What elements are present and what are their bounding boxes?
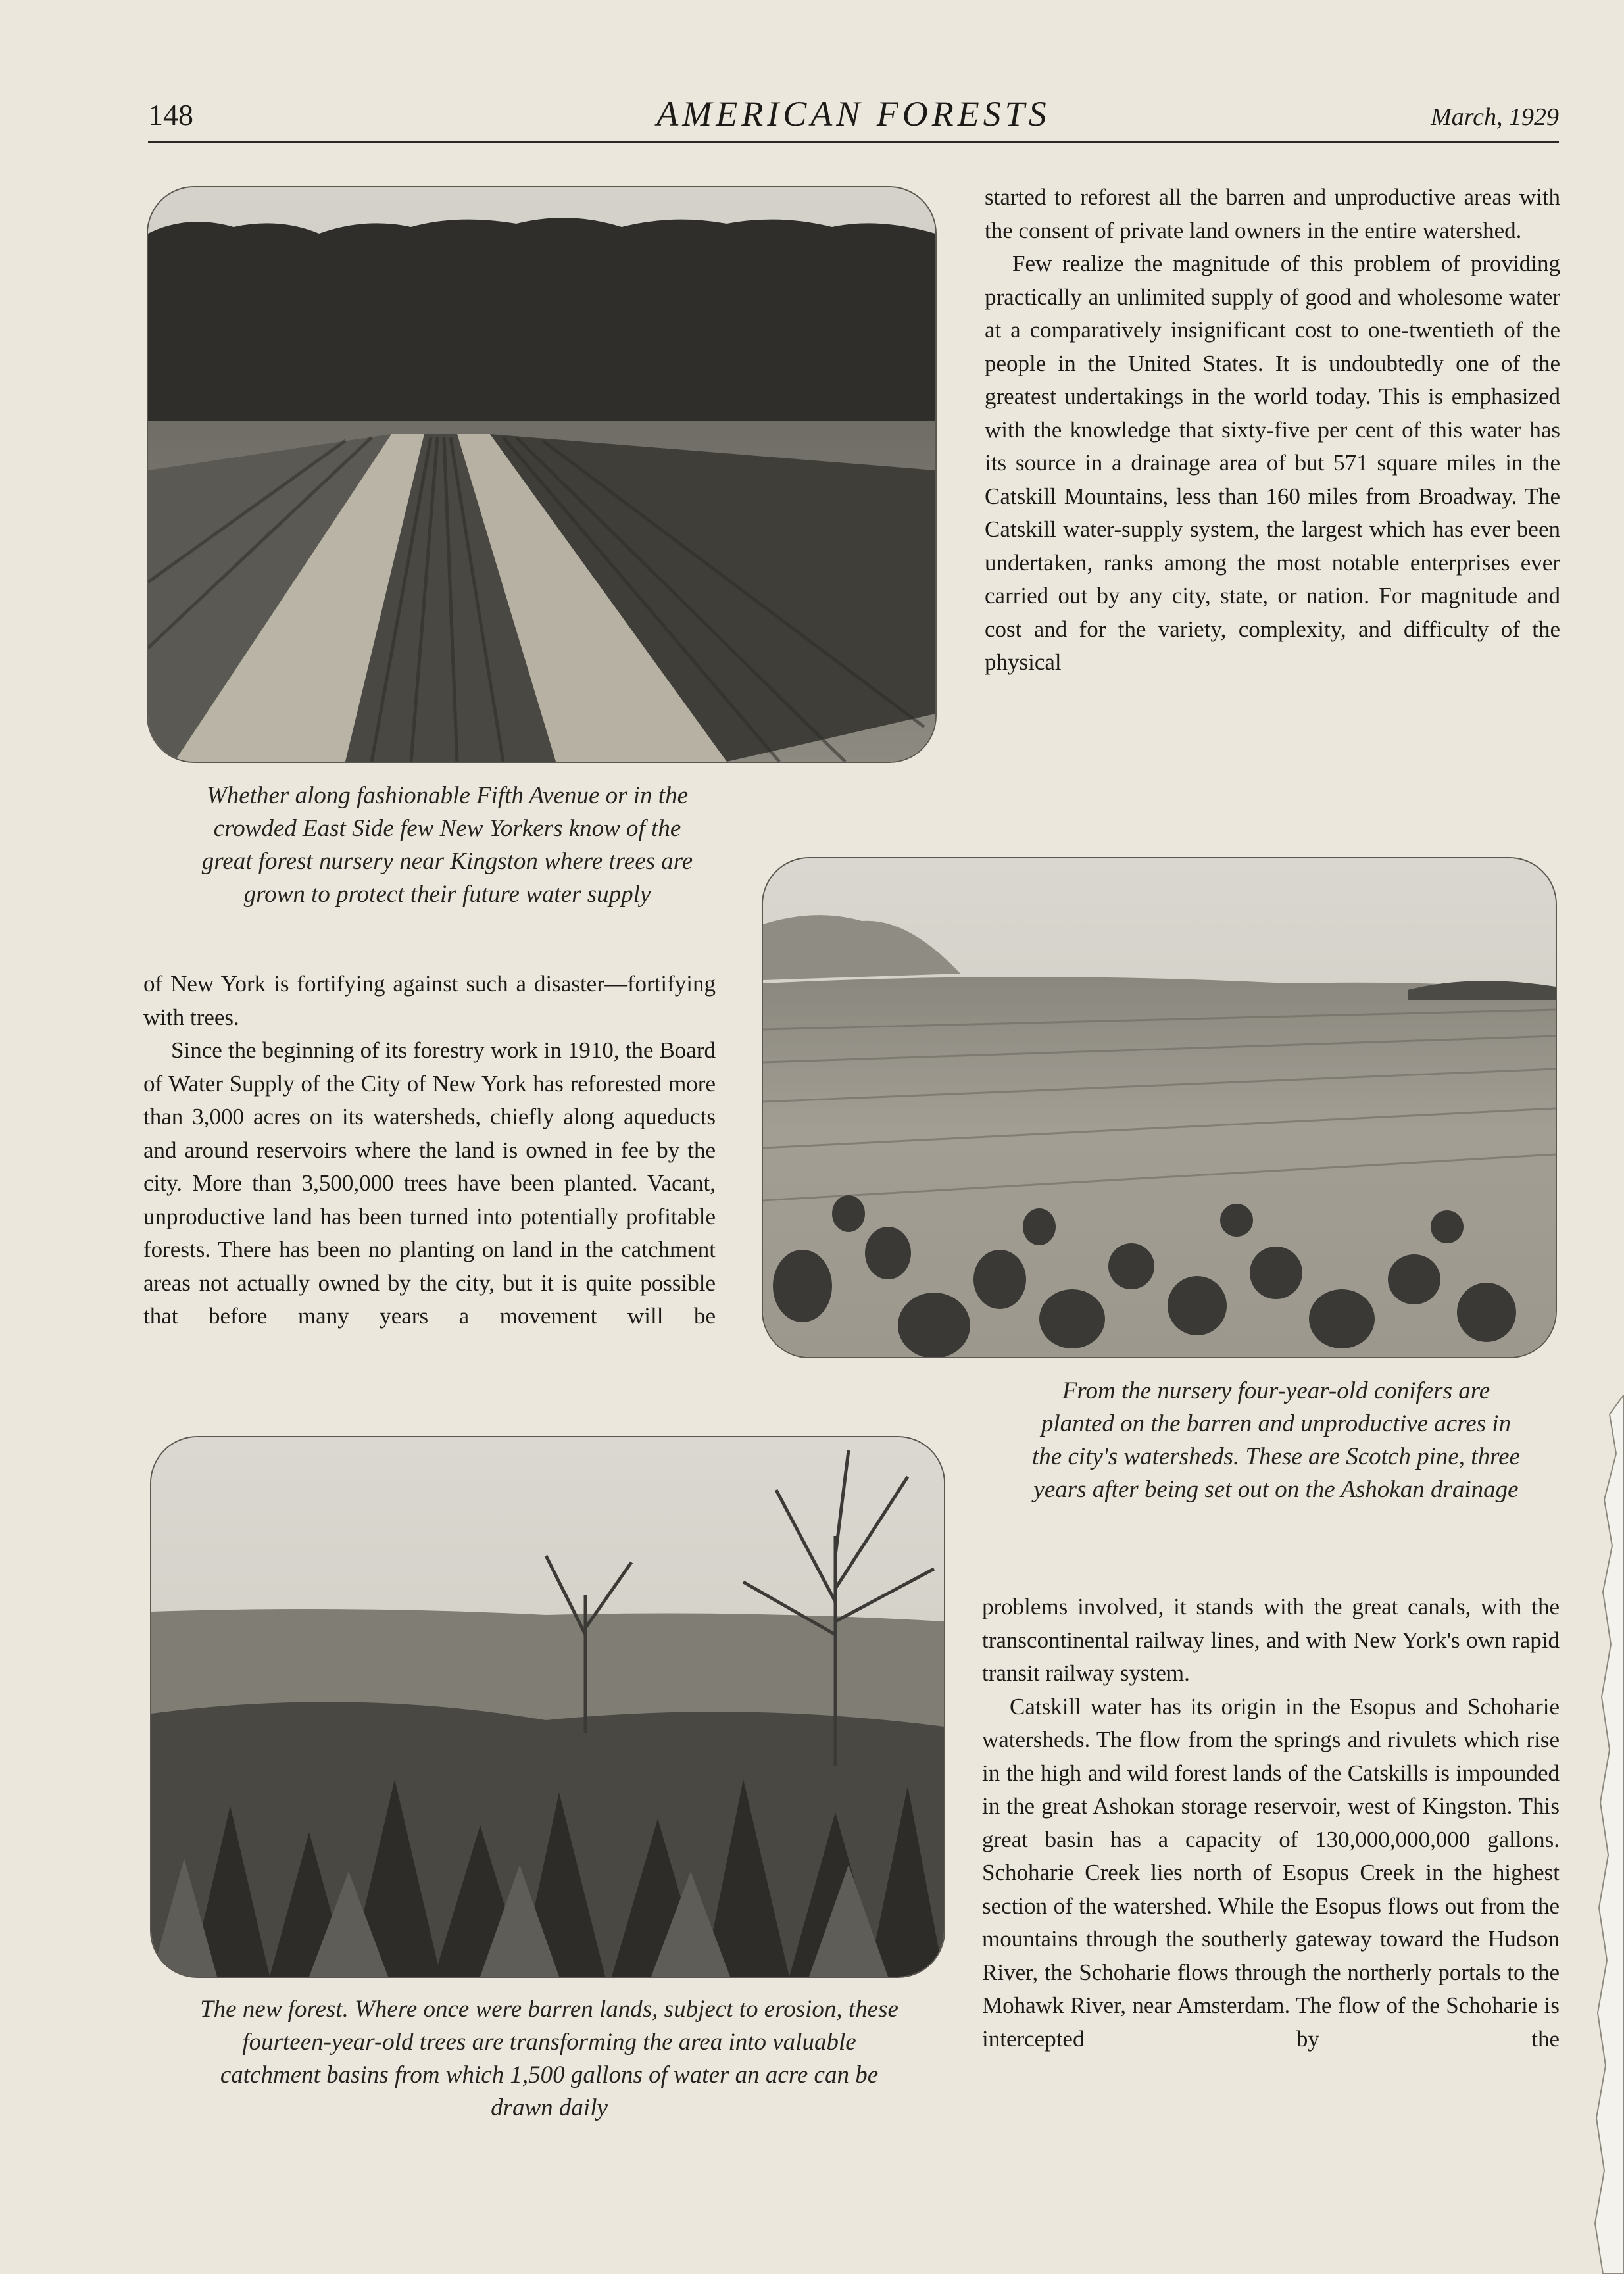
nursery-photo [148,187,935,762]
new-forest-photo [151,1437,944,1977]
page-number: 148 [148,98,193,132]
paragraph: of New York is fortifying against such a disaster—fortifying with trees. [143,971,716,1030]
paragraph: started to reforest all the barren and unproductive areas with the consent of private land owners in the entire watershed. [985,184,1560,243]
magazine-title: AMERICAN FORESTS [656,94,1050,134]
header-rule [148,141,1559,143]
new-forest-caption: The new forest. Where once were barren lands, subject to erosion, these fourteen-year-old trees are transforming the area into valuable catchment basins from which 1,500 gallons of water an acre can be drawn daily [200,1996,898,2121]
conifers-caption: From the nursery four-year-old conifers are planted on the barren and unproductive acres in the city's watersheds. These are Scotch pine, three years after being set out on the Ashokan drainage [1032,1377,1520,1503]
conifers-photo [763,858,1556,1357]
paragraph: Since the beginning of its forestry work in 1910, the Board of Water Supply of the City of New York has reforested more than 3,000 acres on its watersheds, chiefly along aqueducts and around reservoirs where the land is owned in fee by the city. More than 3,500,000 trees have been planted. Vacant, unproductive land has been turned into potentially profitable forests. There has been no planting on land in the catchment areas not actually owned by the city, but it is quite possible that before many years a movement will be [143,1037,716,1329]
text-column-right-top [985,181,1560,680]
page-header [148,94,1559,145]
paragraph: Catskill water has its origin in the Esopus and Schoharie watersheds. The flow from the springs and rivulets which rise in the high and wild forest lands of the Catskills is impounded in the great Ashokan storage reservoir, west of Kingston. This great basin has a capacity of 130,000,000,000 gallons. Schoharie Creek lies north of Esopus Creek in the highest section of the watershed. While the Esopus flows out from the mountains through the southerly gateway toward the Hudson River, the Schoharie flows through the northerly portals to the Mohawk River, near Amsterdam. The flow of the Schoharie is intercepted by the [982,1693,1560,2052]
nursery-caption: Whether along fashionable Fifth Avenue or in the crowded East Side few New Yorkers know of the great forest nursery near Kingston where trees are grown to protect their future water supply [201,782,693,908]
paragraph: Few realize the magnitude of this problem of providing practically an unlimited supply of good and wholesome water at a comparatively insignificant cost to one-twentieth of the people in the United States. It is undoubtedly one of the greatest undertakings in the world today. This is emphasized with the knowledge that sixty-five per cent of this water has its source in a drainage area of but 571 square miles in the Catskill Mountains, less than 160 miles from Broadway. The Catskill water-supply system, the largest which has ever been undertaken, ranks among the most notable enterprises ever carried out by any city, state, or nation. For magnitude and cost and for the variety, complexity, and difficulty of the physical [985,251,1560,675]
paragraph: problems involved, it stands with the great canals, with the transcontinental railway lines, and with New York's own rapid transit railway system. [982,1594,1560,1686]
text-column-right-bottom [982,1591,1560,2056]
issue-date: March, 1929 [1431,103,1559,131]
torn-page-edge [1578,1395,1624,2274]
text-column-left-mid [143,968,716,1333]
